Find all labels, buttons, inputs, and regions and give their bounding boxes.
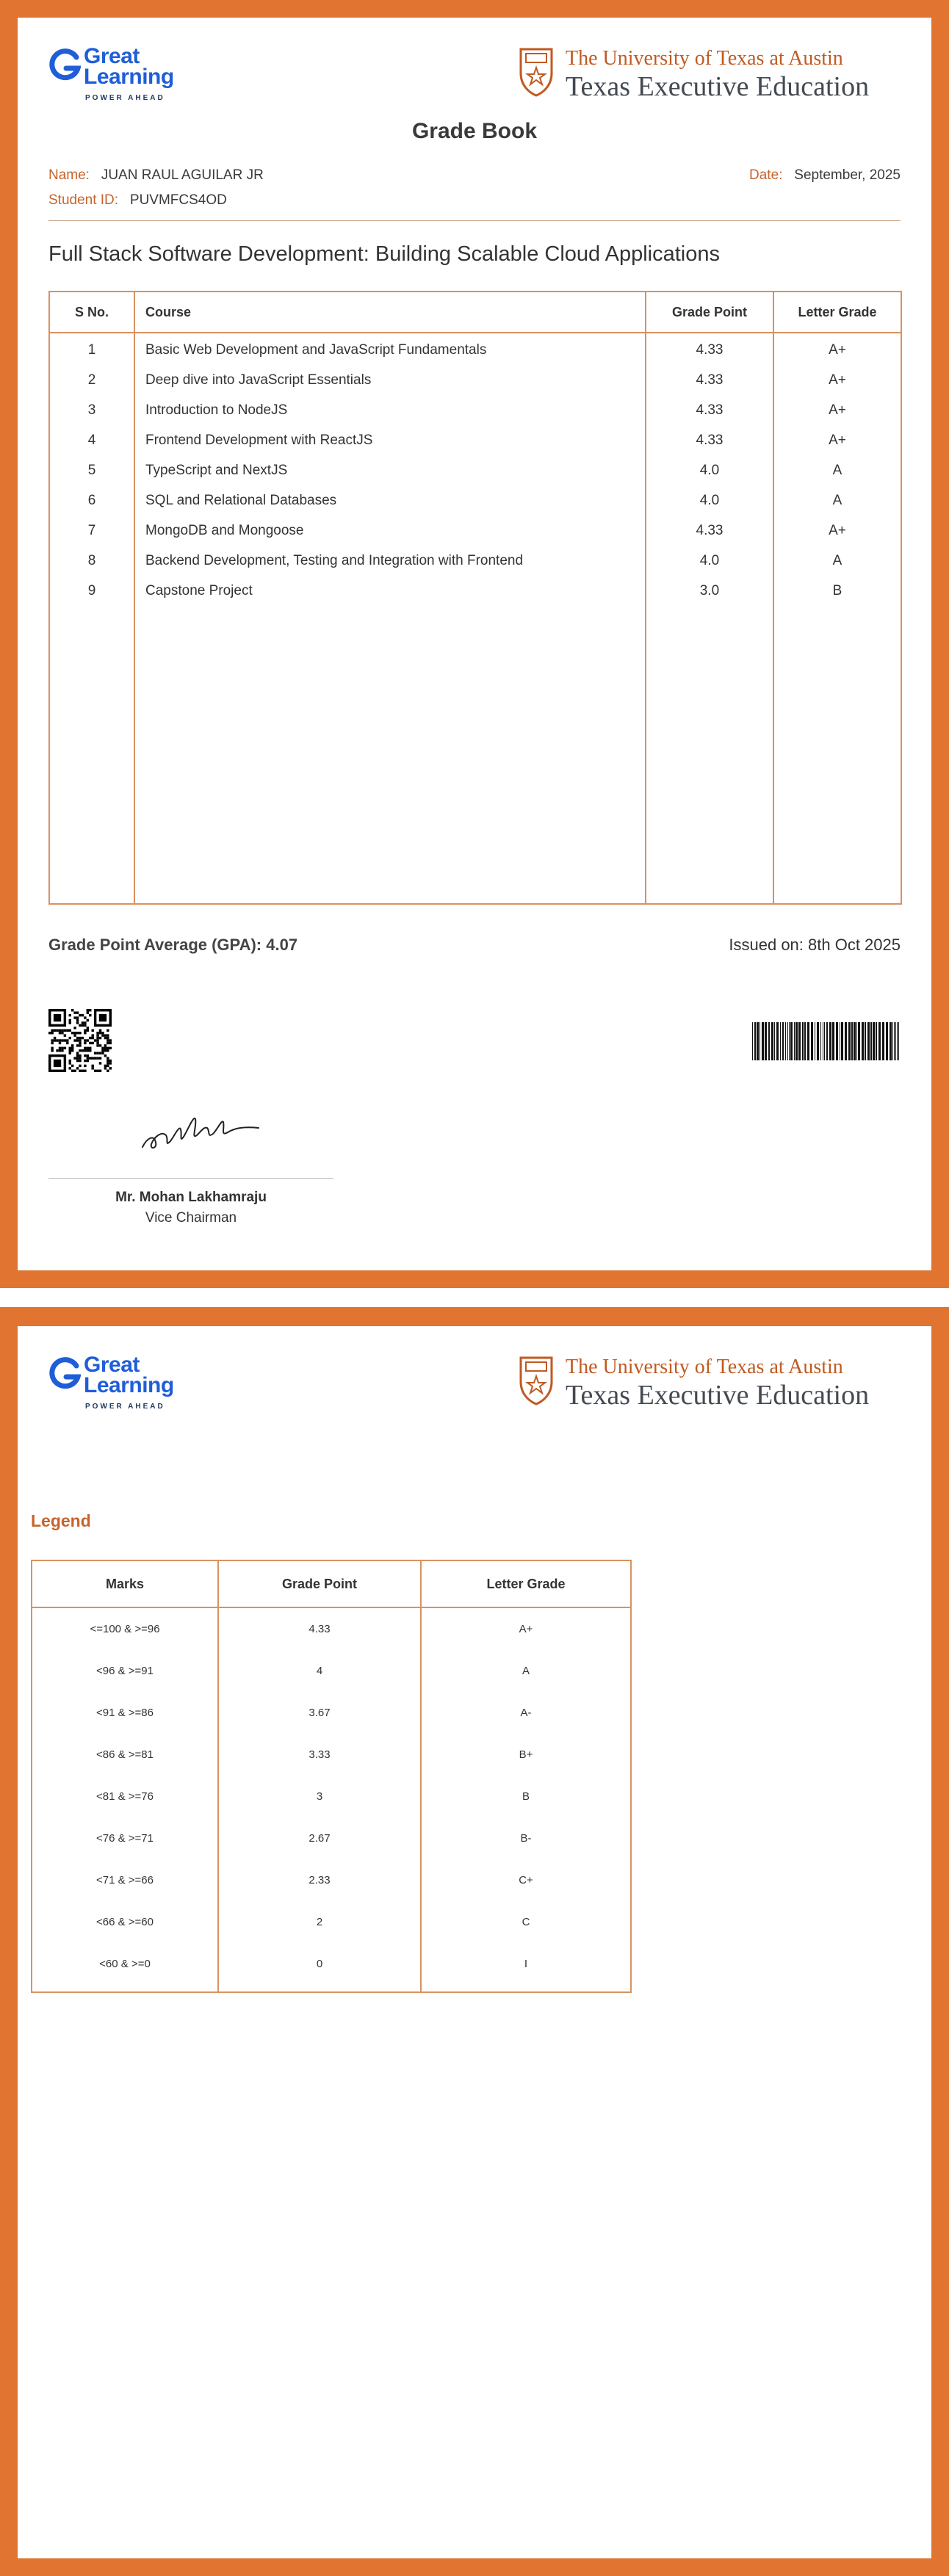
legend-cell-marks: <66 & >=60 xyxy=(96,1916,154,1928)
name-label: Name: xyxy=(48,167,90,183)
table-row xyxy=(50,485,901,515)
logo-text-great: Great xyxy=(84,44,140,68)
legend-cell-marks: <86 & >=81 xyxy=(96,1748,154,1761)
grade-table xyxy=(48,291,902,905)
logo-tagline: POWER AHEAD xyxy=(85,94,165,102)
cell-grade-point: 4.0 xyxy=(699,463,720,478)
issue-date xyxy=(749,167,901,184)
legend-cell-grade-point: 3 xyxy=(316,1790,323,1803)
legend-cell-grade-point: 4 xyxy=(316,1665,323,1677)
cell-sno: 6 xyxy=(87,493,96,508)
legend-cell-grade-point: 3.67 xyxy=(308,1707,331,1719)
table-row xyxy=(50,395,901,425)
table-row xyxy=(50,546,901,576)
cell-sno: 8 xyxy=(87,553,96,568)
logo-text-learning: Learning xyxy=(84,1373,174,1397)
cell-letter-grade: A+ xyxy=(829,372,846,388)
legend-row xyxy=(32,1608,630,1650)
legend-row xyxy=(32,1776,630,1817)
signature-line xyxy=(48,1178,333,1179)
cell-letter-grade: A xyxy=(832,553,842,568)
page-content xyxy=(18,18,931,1270)
table-row xyxy=(50,335,901,365)
legend-title: Legend xyxy=(31,1511,91,1530)
cell-course: Capstone Project xyxy=(145,583,253,598)
legend-cell-marks: <=100 & >=96 xyxy=(90,1623,160,1635)
great-learning-logo xyxy=(48,1354,195,1414)
legend-row xyxy=(32,1734,630,1776)
legend-cell-marks: <91 & >=86 xyxy=(96,1707,154,1719)
cell-grade-point: 3.0 xyxy=(699,583,720,598)
legend-cell-letter-grade: A+ xyxy=(519,1623,533,1635)
cell-grade-point: 4.33 xyxy=(696,402,724,418)
legend-cell-marks: <60 & >=0 xyxy=(99,1958,151,1970)
ut-exec-ed: Texas Executive Education xyxy=(566,1380,870,1411)
cell-letter-grade: A xyxy=(832,493,842,508)
legend-header-grade-point: Grade Point xyxy=(281,1577,357,1591)
table-row xyxy=(50,365,901,395)
ut-austin-logo xyxy=(519,46,901,104)
legend-cell-letter-grade: A- xyxy=(520,1707,532,1719)
barcode xyxy=(752,1022,901,1060)
legend-row xyxy=(32,1650,630,1692)
cell-course: Basic Web Development and JavaScript Fundamentals xyxy=(145,342,487,358)
cell-letter-grade: B xyxy=(832,583,842,598)
legend-cell-marks: <81 & >=76 xyxy=(96,1790,154,1803)
cell-grade-point: 4.33 xyxy=(696,342,724,358)
legend-header-letter-grade: Letter Grade xyxy=(486,1577,566,1591)
student-id-label: Student ID: xyxy=(48,192,119,208)
divider xyxy=(48,220,901,221)
great-learning-logo xyxy=(48,46,195,106)
legend-row xyxy=(32,1817,630,1859)
cell-sno: 5 xyxy=(87,463,96,478)
header-grade-point: Grade Point xyxy=(671,305,747,319)
cell-course: Introduction to NodeJS xyxy=(145,402,288,418)
legend-cell-grade-point: 0 xyxy=(316,1958,323,1970)
table-row xyxy=(50,576,901,606)
ut-name: The University of Texas at Austin xyxy=(566,47,843,70)
cell-course: Backend Development, Testing and Integration with Frontend xyxy=(145,553,524,568)
table-row xyxy=(50,455,901,485)
cell-grade-point: 4.0 xyxy=(699,493,720,508)
date-label: Date: xyxy=(749,167,783,183)
legend-cell-letter-grade: I xyxy=(524,1958,528,1970)
student-id-value: PUVMFCS4OD xyxy=(129,192,227,208)
logo-text-learning: Learning xyxy=(84,65,174,89)
cell-sno: 1 xyxy=(87,342,96,358)
cell-sno: 9 xyxy=(87,583,96,598)
qr-code xyxy=(48,1009,112,1072)
great-learning-g-icon xyxy=(48,48,81,82)
cell-letter-grade: A xyxy=(832,463,842,478)
date-value: September, 2025 xyxy=(794,167,901,183)
legend-cell-grade-point: 3.33 xyxy=(308,1748,331,1761)
cell-letter-grade: A+ xyxy=(829,433,846,448)
legend-cell-marks: <76 & >=71 xyxy=(96,1832,154,1845)
ut-austin-logo xyxy=(519,1354,901,1413)
program-title: Full Stack Software Development: Building Scalable Cloud Applications xyxy=(48,242,720,266)
ut-shield-icon xyxy=(519,1356,554,1405)
legend-cell-letter-grade: A xyxy=(522,1665,530,1677)
cell-course: MongoDB and Mongoose xyxy=(145,523,304,538)
logo-tagline: POWER AHEAD xyxy=(85,1403,165,1411)
cell-course: Deep dive into JavaScript Essentials xyxy=(145,372,372,388)
legend-cell-letter-grade: B xyxy=(522,1790,530,1803)
legend-cell-grade-point: 4.33 xyxy=(308,1623,331,1635)
legend-cell-letter-grade: C+ xyxy=(519,1874,533,1886)
cell-grade-point: 4.33 xyxy=(696,523,724,538)
student-name xyxy=(48,167,264,184)
cell-sno: 7 xyxy=(87,523,96,538)
cell-letter-grade: A+ xyxy=(829,523,846,538)
cell-grade-point: 4.33 xyxy=(696,372,724,388)
legend-cell-letter-grade: B+ xyxy=(519,1748,533,1761)
table-row xyxy=(50,515,901,546)
legend-cell-grade-point: 2.33 xyxy=(308,1874,331,1886)
cell-letter-grade: A+ xyxy=(829,342,846,358)
legend-header-marks: Marks xyxy=(105,1577,145,1591)
cell-letter-grade: A+ xyxy=(829,402,846,418)
legend-cell-marks: <71 & >=66 xyxy=(96,1874,154,1886)
legend-table xyxy=(31,1560,632,1993)
cell-course: TypeScript and NextJS xyxy=(145,463,288,478)
signatory-name: Mr. Mohan Lakhamraju xyxy=(115,1190,267,1205)
cell-grade-point: 4.0 xyxy=(699,553,720,568)
logo-text-great: Great xyxy=(84,1353,140,1377)
legend-cell-grade-point: 2.67 xyxy=(308,1832,331,1845)
cell-course: Frontend Development with ReactJS xyxy=(145,433,373,448)
issued-date: Issued on: 8th Oct 2025 xyxy=(729,936,901,954)
cell-sno: 4 xyxy=(87,433,96,448)
cell-sno: 3 xyxy=(87,402,96,418)
cell-sno: 2 xyxy=(87,372,96,388)
cell-course: SQL and Relational Databases xyxy=(145,493,337,508)
legend-cell-grade-point: 2 xyxy=(316,1916,323,1928)
legend-cell-marks: <96 & >=91 xyxy=(96,1665,154,1677)
gpa: Grade Point Average (GPA): 4.07 xyxy=(48,936,298,954)
great-learning-g-icon xyxy=(48,1357,81,1391)
legend-row xyxy=(32,1859,630,1901)
legend-row xyxy=(32,1692,630,1734)
student-id xyxy=(48,192,227,209)
legend-row xyxy=(32,1901,630,1943)
header-sno: S No. xyxy=(74,305,109,319)
ut-shield-icon xyxy=(519,47,554,97)
cell-grade-point: 4.33 xyxy=(696,433,724,448)
legend-row xyxy=(32,1943,630,1985)
table-row xyxy=(50,425,901,455)
name-value: JUAN RAUL AGUILAR JR xyxy=(101,167,264,183)
header-letter-grade: Letter Grade xyxy=(798,305,877,319)
header-course: Course xyxy=(145,305,192,319)
legend-cell-letter-grade: C xyxy=(522,1916,530,1928)
legend-cell-letter-grade: B- xyxy=(520,1832,532,1845)
header-divider xyxy=(50,332,901,333)
ut-name: The University of Texas at Austin xyxy=(566,1356,843,1378)
ut-exec-ed: Texas Executive Education xyxy=(566,71,870,102)
signature xyxy=(137,1104,261,1156)
page-title: Grade Book xyxy=(411,119,538,143)
signatory-role: Vice Chairman xyxy=(145,1210,237,1226)
